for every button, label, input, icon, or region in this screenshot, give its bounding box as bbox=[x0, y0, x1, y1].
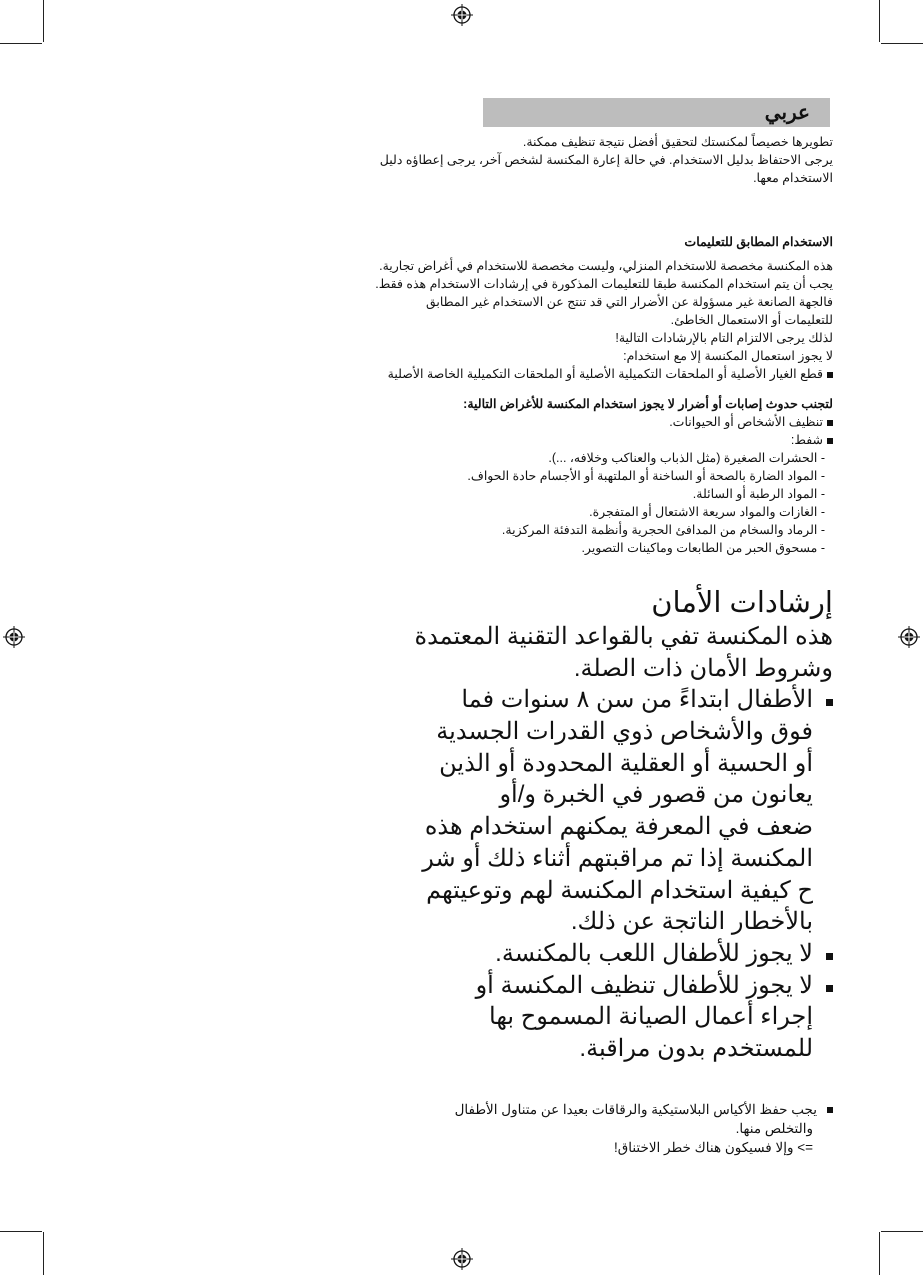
bullet-square-icon bbox=[826, 699, 833, 706]
bullet-text: الأطفال ابتداءً من سن ٨ سنوات فما bbox=[461, 686, 813, 714]
bullet-line bbox=[415, 1100, 833, 1119]
text-line: لذلك يرجى الالتزام التام بالإرشادات التالية! bbox=[615, 331, 833, 345]
sub-item: - المواد الضارة بالصحة أو الساخنة أو الملتهبة أو الأجسام حادة الحواف. bbox=[467, 469, 825, 483]
text-line: فالجهة الصانعة غير مسؤولة عن الأضرار التي قد تنتج عن الاستخدام غير المطابق bbox=[425, 295, 833, 309]
text-line: أو الحسية أو العقلية المحدودة أو الذين bbox=[439, 749, 813, 777]
text-line: تطويرها خصيصاً لمكنستك لتحقيق أفضل نتيجة تنظيف ممكنة. bbox=[522, 135, 833, 149]
bullet-item bbox=[415, 413, 833, 431]
bullet-text: لا يجوز للأطفال تنظيف المكنسة أو bbox=[475, 971, 813, 999]
sub-item: - مسحوق الحبر من الطابعات وماكينات التصوير. bbox=[581, 541, 825, 555]
sub-item: - المواد الرطبة أو السائلة. bbox=[692, 487, 825, 501]
text-line: إجراء أعمال الصيانة المسموح بها bbox=[489, 1003, 813, 1031]
sub-item: - الحشرات الصغيرة (مثل الذباب والعناكب وخلافه، ...). bbox=[548, 451, 825, 465]
crop-mark bbox=[881, 43, 923, 44]
bullet-square-icon bbox=[827, 1107, 833, 1113]
crop-mark bbox=[43, 0, 44, 42]
text-line: هذه المكنسة تفي بالقواعد التقنية المعتمدة bbox=[414, 623, 833, 650]
safety-section bbox=[415, 585, 833, 1065]
section-heading: لتجنب حدوث إصابات أو أضرار لا يجوز استخدام المكنسة للأغراض التالية: bbox=[463, 397, 833, 411]
warning-line: => وإلا فسيكون هناك خطر الاختناق! bbox=[614, 1140, 813, 1155]
text-line: فوق والأشخاص ذوي القدرات الجسدية bbox=[436, 718, 813, 746]
bullet-square-icon bbox=[826, 985, 833, 992]
bullet-text: يجب حفظ الأكياس البلاستيكية والرقاقات بعيدا عن متناول الأطفال bbox=[454, 1102, 817, 1117]
bullet-square-icon bbox=[827, 420, 833, 426]
text-line: ح كيفية استخدام المكنسة لهم وتوعيتهم bbox=[426, 876, 813, 904]
crop-mark bbox=[43, 1232, 44, 1275]
text-line: يرجى الاحتفاظ بدليل الاستخدام. في حالة إعارة المكنسة لشخص آخر، يرجى إعطاؤه دليل bbox=[379, 153, 833, 167]
text-line: للتعليمات أو الاستعمال الخاطئ. bbox=[670, 313, 833, 327]
bullet-text: شفط: bbox=[790, 433, 823, 447]
text-line: بالأخطار الناتجة عن ذلك. bbox=[570, 908, 813, 936]
text-line: والتخلص منها. bbox=[735, 1121, 813, 1136]
registration-mark-icon bbox=[898, 626, 920, 648]
crop-mark bbox=[0, 43, 42, 44]
bags-warning bbox=[415, 1100, 833, 1157]
crop-mark bbox=[879, 0, 880, 42]
text-line: يعانون من قصور في الخبرة و/أو bbox=[499, 781, 813, 809]
bullet-line bbox=[415, 684, 833, 716]
avoid-section bbox=[415, 395, 833, 557]
text-line: وشروط الأمان ذات الصلة. bbox=[573, 654, 833, 682]
crop-mark bbox=[0, 1231, 42, 1232]
bullet-square-icon bbox=[826, 953, 833, 960]
bullet-text: تنظيف الأشخاص أو الحيوانات. bbox=[669, 415, 823, 429]
registration-mark-icon bbox=[3, 626, 25, 648]
text-line: ضعف في المعرفة يمكنهم استخدام هذه bbox=[424, 813, 813, 841]
proper-use-section bbox=[375, 233, 833, 383]
bullet-square-icon bbox=[827, 438, 833, 444]
crop-mark bbox=[881, 1231, 923, 1232]
language-label: عربي bbox=[764, 102, 810, 124]
sub-item: - الرماد والسخام من المدافئ الحجرية وأنظمة التدفئة المركزية. bbox=[501, 523, 825, 537]
content-column bbox=[375, 0, 833, 1275]
bullet-text: لا يجوز للأطفال اللعب بالمكنسة. bbox=[495, 939, 813, 967]
text-line: للمستخدم بدون مراقبة. bbox=[579, 1034, 813, 1062]
bullet-item bbox=[387, 365, 833, 383]
bullet-line bbox=[415, 970, 833, 1002]
safety-title: إرشادات الأمان bbox=[651, 587, 833, 619]
bullet-line bbox=[415, 938, 833, 970]
crop-mark bbox=[879, 1232, 880, 1275]
text-line: هذه المكنسة مخصصة للاستخدام المنزلي، وليست مخصصة للاستخدام في أغراض تجارية. bbox=[379, 259, 833, 273]
intro-paragraph bbox=[379, 133, 833, 187]
text-line: المكنسة إذا تم مراقبتهم أثناء ذلك أو شر bbox=[422, 844, 813, 872]
bullet-text: قطع الغيار الأصلية أو الملحقات التكميلية الأصلية أو الملحقات التكميلية الخاصة الأصلية bbox=[387, 367, 823, 381]
sub-item: - الغازات والمواد سريعة الاشتعال أو المتفجرة. bbox=[589, 505, 825, 519]
section-heading: الاستخدام المطابق للتعليمات bbox=[684, 235, 833, 249]
bullet-square-icon bbox=[827, 372, 833, 378]
text-line: الاستخدام معها. bbox=[753, 171, 833, 185]
bullet-item bbox=[415, 431, 833, 449]
text-line: يجب أن يتم استخدام المكنسة طبقا للتعليمات المذكورة في إرشادات الاستخدام هذه فقط. bbox=[375, 277, 833, 291]
text-line: لا يجوز استعمال المكنسة إلا مع استخدام: bbox=[623, 349, 833, 363]
